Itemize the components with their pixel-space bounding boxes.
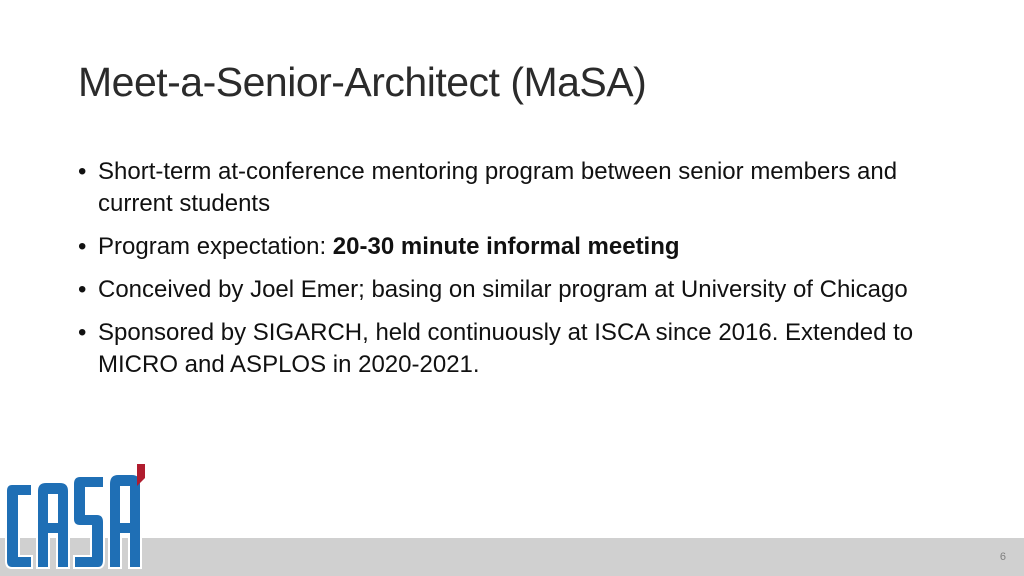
- page-number: 6: [999, 551, 1006, 563]
- bullet-list: [78, 156, 938, 392]
- bullet-marker: •: [78, 276, 87, 303]
- bullet-text: Short-term at-conference mentoring program between senior members and current students: [98, 158, 898, 217]
- bullet-marker: •: [78, 158, 87, 185]
- casa-logo: [2, 464, 152, 576]
- bullet-text: Conceived by Joel Emer; basing on similar program at University of Chicago: [98, 276, 908, 303]
- bullet-item: [78, 274, 938, 306]
- bullet-marker: •: [78, 319, 87, 346]
- bullet-item: [78, 156, 938, 220]
- casa-logo-letters: [6, 474, 141, 568]
- bullet-text: Program expectation:: [98, 233, 333, 260]
- bullet-text: Sponsored by SIGARCH, held continuously at ISCA since 2016. Extended to MICRO and ASPLOS in 2020-2021.: [98, 319, 914, 378]
- slide-title: Meet-a-Senior-Architect (MaSA): [78, 59, 647, 105]
- bullet-item: [78, 231, 938, 263]
- bullet-item: [78, 317, 938, 381]
- bullet-marker: •: [78, 233, 87, 260]
- footer-bar: [0, 538, 1024, 576]
- bullet-bold-text: 20-30 minute informal meeting: [332, 233, 680, 260]
